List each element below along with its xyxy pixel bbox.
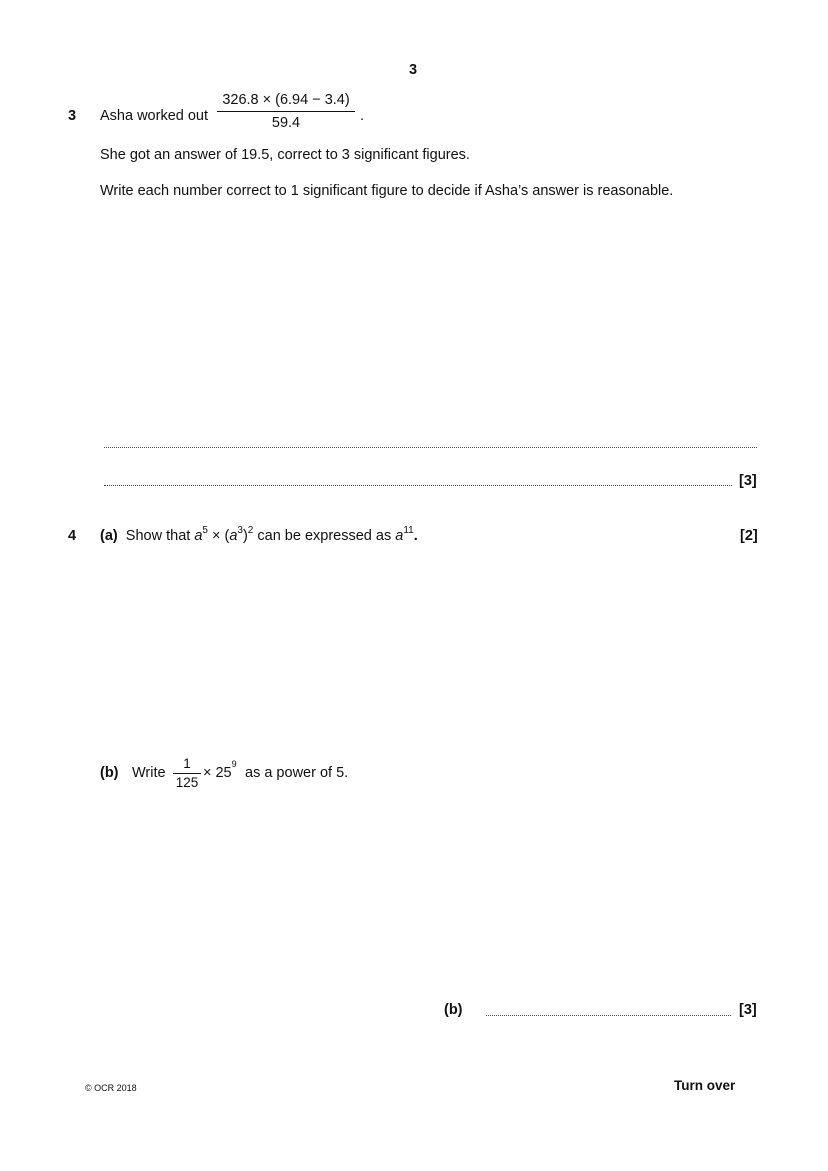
question-4b-numerator: 1 — [183, 756, 191, 771]
answer-line-b[interactable] — [486, 1015, 731, 1016]
question-3-end-punct: . — [360, 108, 365, 124]
page-number: 3 — [409, 62, 418, 78]
question-4a-marks: [2] — [740, 528, 758, 544]
base-a: a — [194, 528, 203, 544]
answer-label-b: (b) — [444, 1002, 463, 1018]
question-3-numerator: 326.8 × (6.94 − 3.4) — [222, 92, 350, 108]
times-text: × ( — [207, 528, 230, 544]
question-4b-denominator: 125 — [175, 775, 199, 790]
question-3-marks: [3] — [739, 473, 757, 489]
exponent: 9 — [231, 759, 237, 770]
close-paren: ) — [242, 528, 248, 544]
answer-line[interactable] — [104, 485, 732, 486]
question-4b-marks: [3] — [739, 1002, 757, 1018]
end-punct: . — [413, 528, 418, 544]
base-a: a — [395, 528, 404, 544]
turn-over: Turn over — [674, 1078, 736, 1093]
exponent: 2 — [247, 525, 254, 537]
question-3-line3: Write each number correct to 1 significant figure to decide if Asha’s answer is reasonable. — [100, 183, 674, 199]
times-base: × 25 — [203, 765, 232, 781]
show-text: Show that — [125, 528, 195, 544]
question-3-number: 3 — [68, 108, 77, 124]
question-3-fraction — [217, 92, 355, 131]
mid-text: can be expressed as — [253, 528, 396, 544]
exponent: 3 — [237, 525, 243, 537]
answer-line[interactable] — [104, 447, 757, 448]
exponent: 11 — [403, 525, 414, 537]
question-3-intro: Asha worked out — [100, 108, 209, 124]
part-a-label: (a) — [100, 528, 118, 544]
question-4b-fraction — [173, 756, 201, 790]
exponent: 5 — [202, 525, 208, 537]
part-b-label: (b) — [100, 765, 119, 781]
write-text: Write — [132, 765, 166, 781]
times-25-text — [203, 759, 237, 781]
question-4-number: 4 — [68, 528, 77, 544]
as-power-text: as a power of 5. — [245, 765, 349, 781]
question-3-denominator: 59.4 — [271, 115, 301, 131]
question-3-line2: She got an answer of 19.5, correct to 3 significant figures. — [100, 147, 470, 163]
copyright: © OCR 2018 — [85, 1083, 137, 1093]
question-4a-text — [100, 525, 418, 544]
base-a: a — [229, 528, 238, 544]
